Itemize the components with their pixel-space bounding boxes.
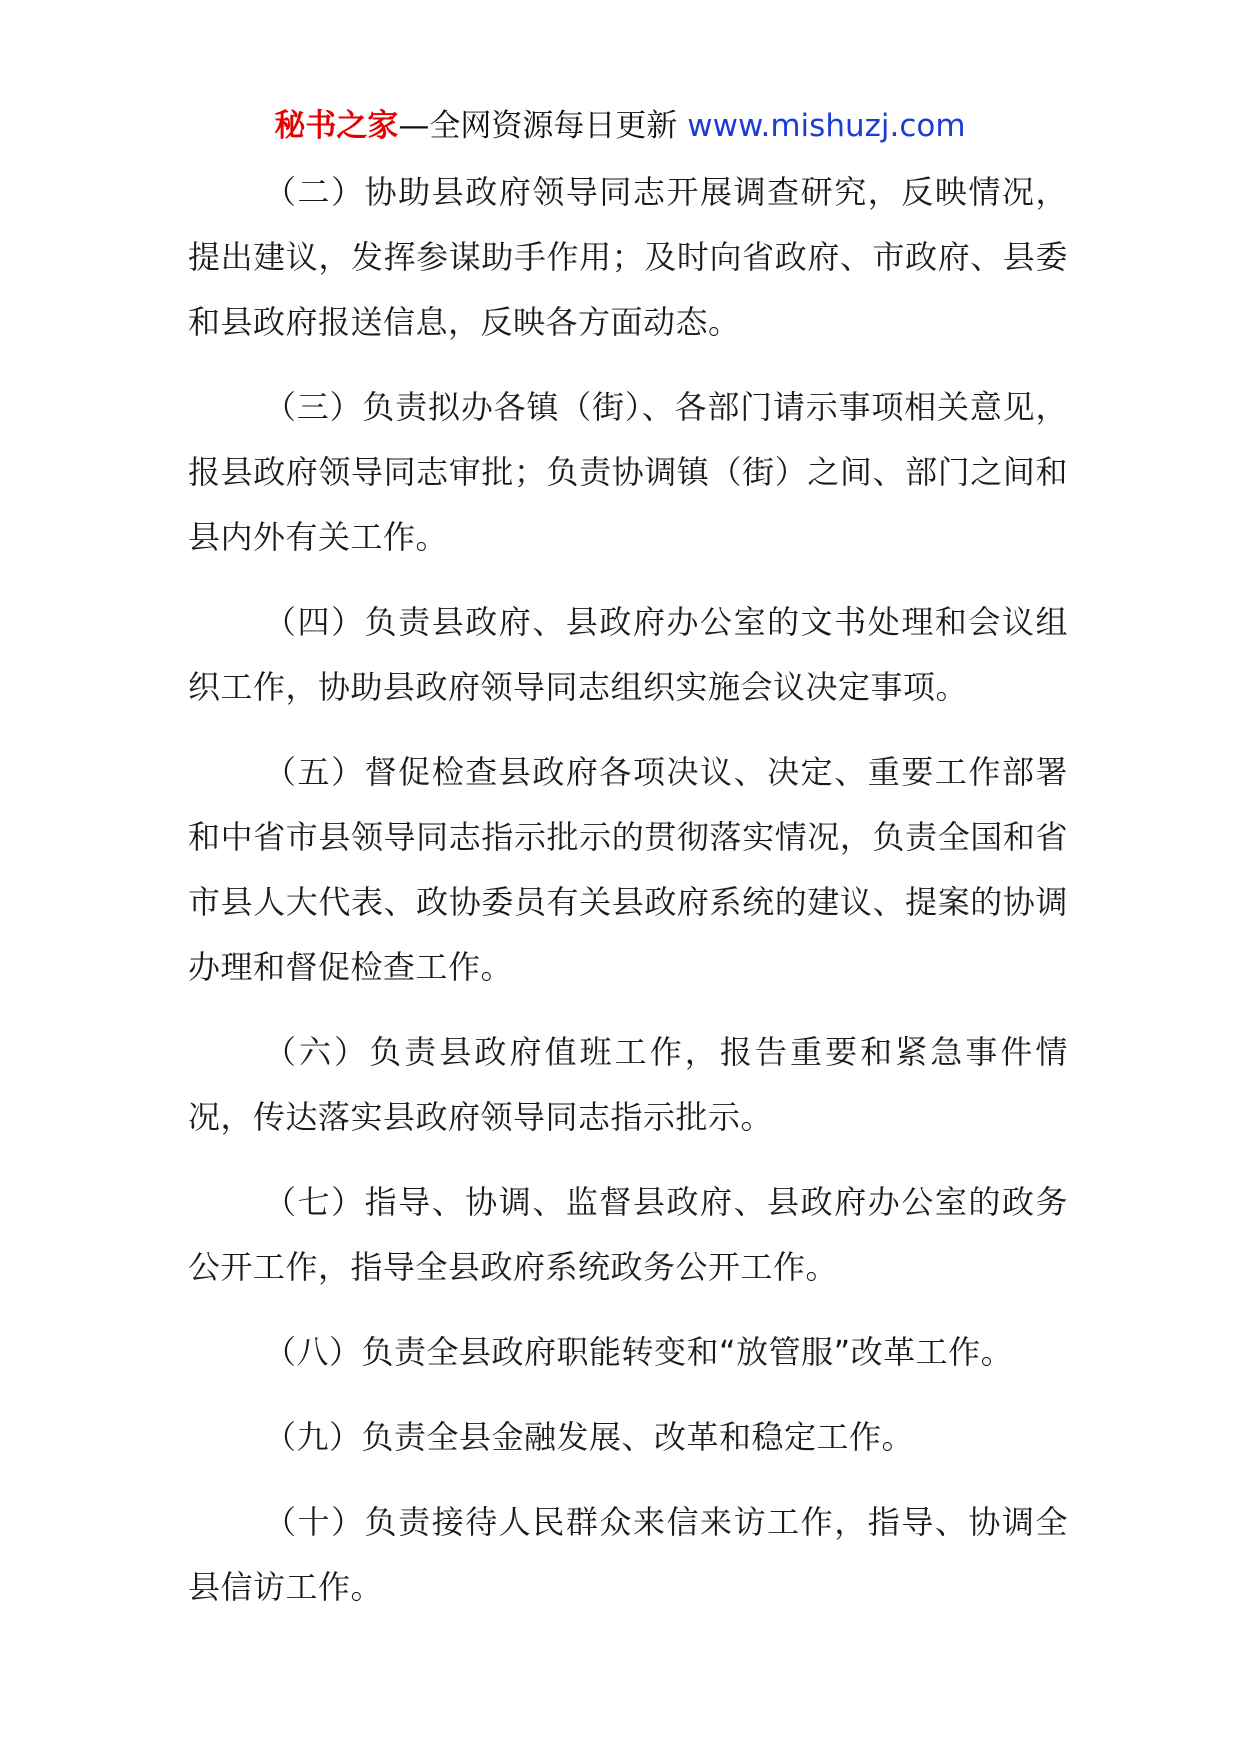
paragraph-5: （五）督促检查县政府各项决议、决定、重要工作部署和中省市县领导同志指示批示的贯彻落实情况，负责全国和省市县人大代表、政协委员有关县政府系统的建议、提案的协调办理和督促检查工作。 (188, 753, 1068, 986)
paragraph-2: （二）协助县政府领导同志开展调查研究，反映情况，提出建议，发挥参谋助手作用；及时向省政府、市政府、县委和县政府报送信息，反映各方面动态。 (188, 173, 1068, 341)
website-link[interactable]: www.mishuzj.com (687, 108, 966, 144)
paragraph-4: （四）负责县政府、县政府办公室的文书处理和会议组织工作，协助县政府领导同志组织实施会议决定事项。 (188, 603, 1068, 706)
paragraph-8: （八）负责全县政府职能转变和“放管服”改革工作。 (264, 1333, 1014, 1371)
paragraph-10: （十）负责接待人民群众来信来访工作，指导、协调全县信访工作。 (188, 1503, 1068, 1606)
paragraph-7: （七）指导、协调、监督县政府、县政府办公室的政务公开工作，指导全县政府系统政务公开工作。 (188, 1183, 1068, 1286)
header-slogan: —全网资源每日更新 (398, 108, 688, 144)
page-header (0, 104, 1240, 148)
paragraph-3: （三）负责拟办各镇（街）、各部门请示事项相关意见，报县政府领导同志审批；负责协调镇（街）之间、部门之间和县内外有关工作。 (188, 388, 1068, 556)
document-body (188, 160, 1068, 1640)
brand-name: 秘书之家 (274, 108, 399, 144)
paragraph-9: （九）负责全县金融发展、改革和稳定工作。 (264, 1418, 915, 1456)
paragraph-6: （六）负责县政府值班工作，报告重要和紧急事件情况，传达落实县政府领导同志指示批示。 (188, 1033, 1068, 1136)
